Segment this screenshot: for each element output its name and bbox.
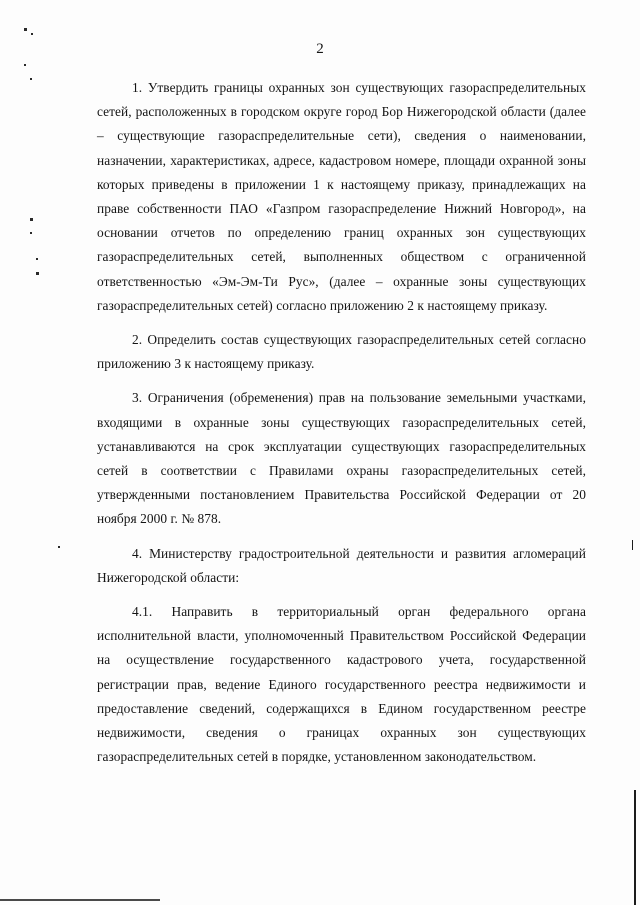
- paragraph-2: 2. Определить состав существующих газораспределительных сетей согласно приложению 3 к настоящему приказу.: [97, 332, 586, 372]
- scan-mark: [30, 232, 32, 234]
- scan-mark: [36, 272, 39, 275]
- scan-edge-line: [632, 540, 633, 550]
- scan-mark: [30, 218, 33, 221]
- paragraph-3: 3. Ограничения (обременения) прав на пользование земельными участками, входящими в охранные зоны существующих газораспределительных сетей, устанавливаются на срок эксплуатации существующих газораспределительных сетей в соответствии с Правилами охраны газораспределительных сетей, утвержденными постановлением Правительства Российской Федерации от 20 ноября 2000 г. № 878.: [97, 390, 586, 527]
- page-number: 2: [316, 41, 324, 57]
- paragraph-1: 1. Утвердить границы охранных зон существующих газораспределительных сетей, расположенных в городском округе город Бор Нижегородской области (далее – существующие газораспределительные сети), сведения о наименовании, назначении, характеристиках, адресе, кадастровом номере, площади охранной зоны которых приведены в приложении 1 к настоящему приказу, принадлежащих на праве собственности ПАО «Газпром газораспределение Нижний Новгород», на основании отчетов по определению границ охранных зон существующих газораспределительных сетей, выполненных обществом с ограниченной ответственностью «Эм-Эм-Ти Рус», (далее – охранные зоны существующих газораспределительных сетей) согласно приложению 2 к настоящему приказу.: [97, 80, 586, 313]
- scan-mark: [31, 33, 33, 35]
- scan-edge-line: [634, 790, 636, 905]
- scan-mark: [36, 258, 38, 260]
- paragraph-4-1: 4.1. Направить в территориальный орган федерального органа исполнительной власти, уполномоченный Правительством Российской Федерации на осуществление государственного кадастрового учета, государственной регистрации прав, ведение Единого государственного реестра недвижимости и предоставление сведений, содержащихся в Едином государственном реестре недвижимости, сведения о границах охранных зон существующих газораспределительных сетей в порядке, установленном законодательством.: [97, 604, 586, 765]
- scan-mark: [24, 64, 26, 66]
- document-body: [97, 76, 586, 778]
- scan-mark: [30, 78, 32, 80]
- scan-mark: [24, 28, 27, 31]
- scan-mark: [58, 546, 60, 548]
- paragraph-4: 4. Министерству градостроительной деятельности и развития агломераций Нижегородской области:: [97, 545, 586, 585]
- scan-bottom-line: [0, 899, 160, 901]
